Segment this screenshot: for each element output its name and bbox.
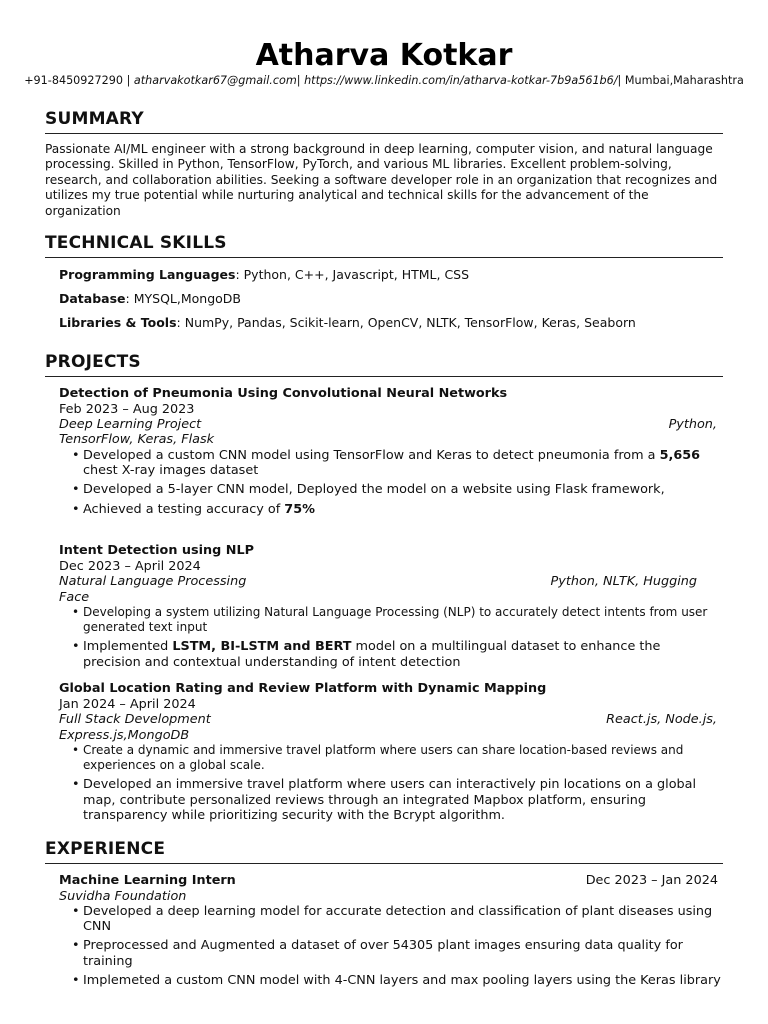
skill-programming-languages (59, 267, 719, 283)
phone: +91-8450927290 | (24, 74, 134, 87)
list-item: • Achieved a testing accuracy of 75% (72, 502, 722, 517)
job-dates: Dec 2023 – Jan 2024 (585, 873, 718, 888)
section-divider (45, 863, 723, 864)
section-title-summary: SUMMARY (45, 109, 144, 129)
skill-label: Libraries & Tools (59, 315, 177, 330)
contact-line (0, 73, 768, 89)
list-item: • Implemeted a custom CNN model with 4-CNN layers and max pooling layers using the Keras library (72, 973, 722, 988)
project-tech: React.js, Node.js, (606, 712, 717, 727)
list-item: • Developed a 5-layer CNN model, Deployed the model on a website using Flask framework, (72, 482, 722, 497)
project-tech-continued: Express.js,MongoDB (59, 728, 190, 743)
contact-separator: | (296, 74, 305, 87)
list-item: • Implemented LSTM, BI-LSTM and BERT model on a multilingual dataset to enhance the precision and contextual understanding of intent detection (72, 639, 722, 669)
project-dates: Feb 2023 – Aug 2023 (59, 402, 195, 417)
email-link[interactable]: atharvakotkar67@gmail.com (133, 74, 297, 87)
list-item: • Developed a custom CNN model using TensorFlow and Keras to detect pneumonia from a 5,656 chest X-ray images dataset (72, 448, 722, 478)
list-item: • Developed a deep learning model for accurate detection and classification of plant diseases using CNN (72, 904, 722, 934)
project-tech: Python, NLTK, Hugging (550, 574, 697, 589)
skill-label: Programming Languages (59, 267, 236, 282)
project-dates: Jan 2024 – April 2024 (59, 697, 196, 712)
project-category: Natural Language Processing (59, 574, 247, 589)
list-item: • Preprocessed and Augmented a dataset of over 54305 plant images ensuring data quality for training (72, 938, 722, 968)
project-title: Intent Detection using NLP (59, 543, 254, 558)
skill-value: : Python, C++, Javascript, HTML, CSS (235, 267, 470, 282)
section-title-projects: PROJECTS (45, 352, 141, 372)
list-item: • Developing a system utilizing Natural Language Processing (NLP) to accurately detect intents from user generated text input (72, 605, 722, 635)
job-bullets (72, 904, 722, 992)
skill-value: : NumPy, Pandas, Scikit-learn, OpenCV, NLTK, TensorFlow, Keras, Seaborn (176, 315, 636, 330)
project-bullets (72, 605, 722, 674)
skill-value: : MYSQL,MongoDB (125, 291, 241, 306)
project-title: Global Location Rating and Review Platform with Dynamic Mapping (59, 681, 547, 696)
project-title: Detection of Pneumonia Using Convolutional Neural Networks (59, 386, 508, 401)
skill-libraries-tools (59, 315, 719, 331)
skill-database (59, 291, 719, 307)
section-divider (45, 257, 723, 258)
project-tech-continued: Face (59, 590, 90, 605)
list-item: • Create a dynamic and immersive travel platform where users can share location-based reviews and experiences on a global scale. (72, 743, 722, 773)
section-title-skills: TECHNICAL SKILLS (45, 233, 227, 253)
section-title-experience: EXPERIENCE (45, 839, 166, 859)
project-dates: Dec 2023 – April 2024 (59, 559, 201, 574)
location: | Mumbai,Maharashtra (617, 74, 744, 87)
project-category: Deep Learning Project (59, 417, 202, 432)
linkedin-link[interactable]: https://www.linkedin.com/in/atharva-kotkar-7b9a561b6/ (304, 74, 618, 87)
project-tech: Python, (668, 417, 717, 432)
list-item: • Developed an immersive travel platform where users can interactively pin locations on a global map, contribute personalized reviews through an integrated Mapbox platform, ensuring transparency while prioritizing security with the Bcrypt algorithm. (72, 777, 722, 823)
project-bullets (72, 448, 722, 521)
summary-text: Passionate AI/ML engineer with a strong background in deep learning, computer vision, and natural language processing. Skilled in Python, TensorFlow, PyTorch, and various ML libraries. Excellent problem-solving, research, and collaboration abilities. Seeking a software developer role in an organization that recognizes and utilizes my true potential while nurturing analytical and technical skills for the advancement of the organization (45, 142, 718, 218)
project-tech-continued: TensorFlow, Keras, Flask (59, 432, 215, 447)
candidate-name: Atharva Kotkar (255, 38, 513, 73)
skill-label: Database (59, 291, 126, 306)
project-category: Full Stack Development (59, 712, 211, 727)
job-organization: Suvidha Foundation (59, 889, 187, 904)
job-title: Machine Learning Intern (59, 873, 236, 888)
section-divider (45, 376, 723, 377)
project-bullets (72, 743, 722, 827)
section-divider (45, 133, 723, 134)
